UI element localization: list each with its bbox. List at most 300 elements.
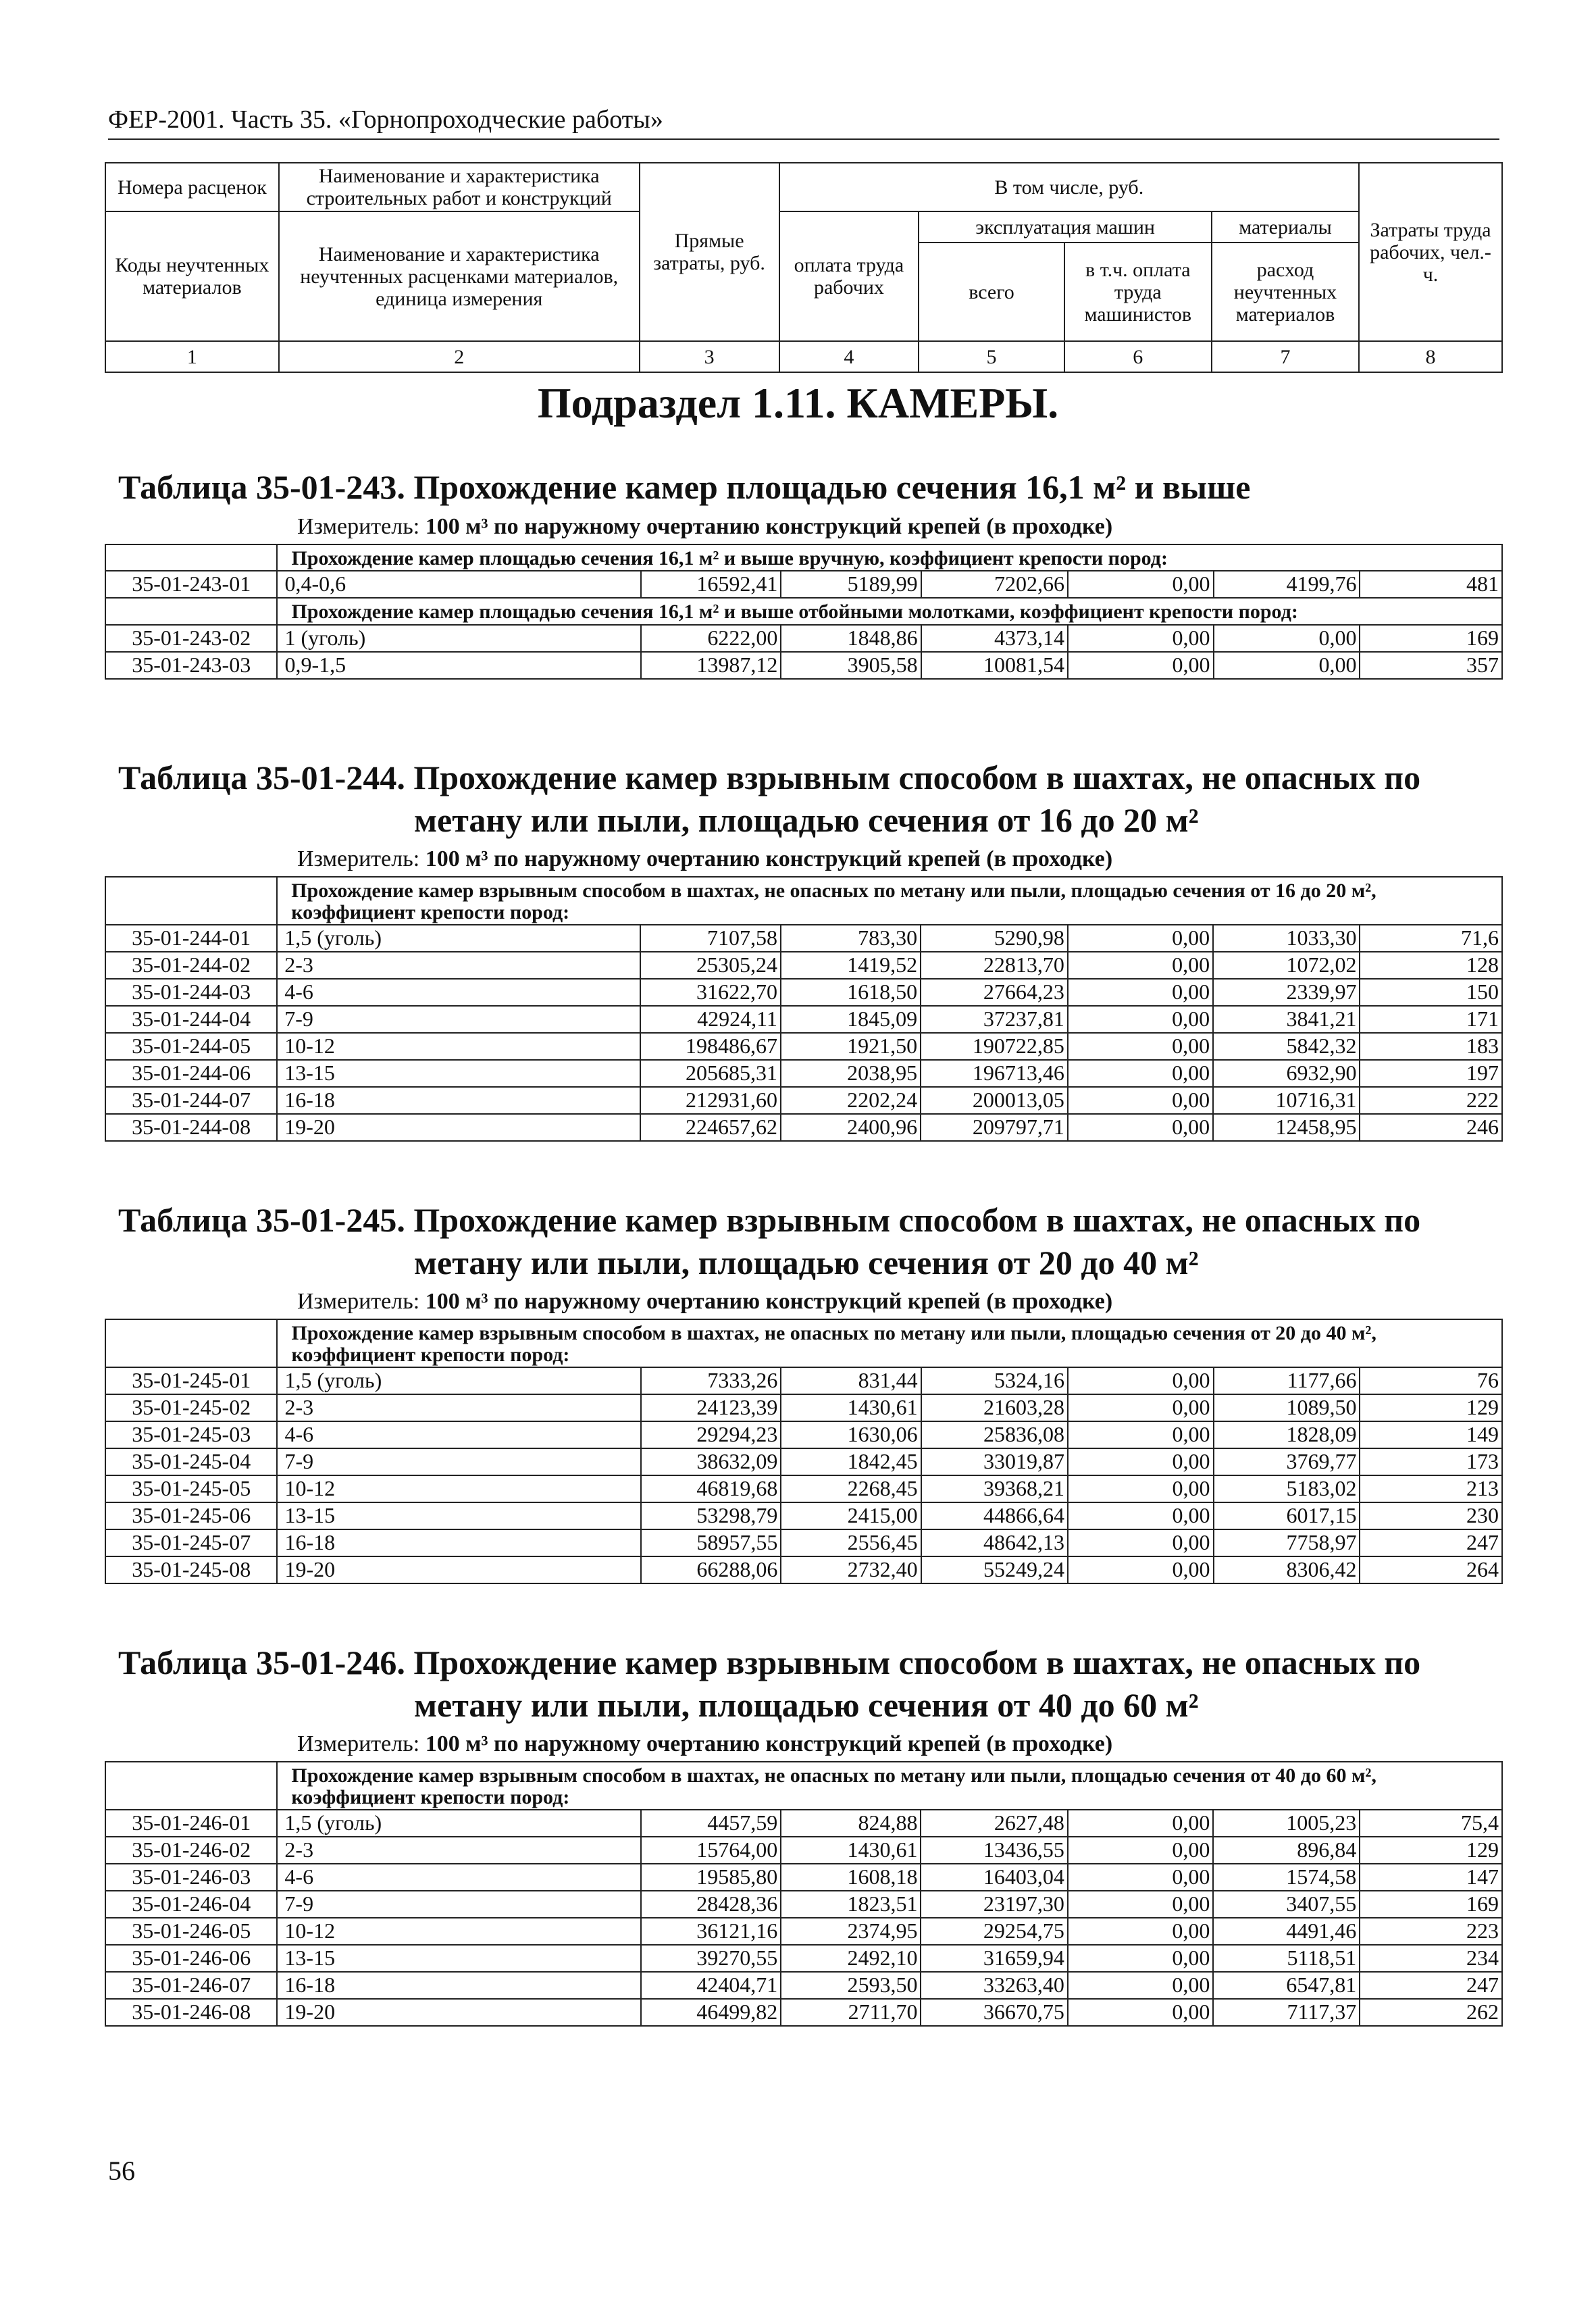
value-cell: 224657,62 [640,1114,781,1141]
col-header-4: оплата труда рабочих [779,211,919,341]
table-row [105,1918,1502,1945]
value-cell: 1419,52 [781,952,921,979]
rate-name-cell: 1,5 (уголь) [277,1367,640,1394]
value-cell: 2732,40 [781,1556,921,1583]
table-row [105,1087,1502,1114]
value-cell: 2593,50 [781,1972,921,1999]
value-cell: 5118,51 [1213,1945,1360,1972]
rate-name-cell: 2-3 [277,952,640,979]
value-cell: 46819,68 [641,1475,781,1502]
col-header-6: в т.ч. оплата труда машинистов [1064,243,1212,341]
rate-code-cell: 35-01-244-08 [105,1114,277,1141]
col-number: 5 [919,341,1064,372]
value-cell: 25836,08 [921,1421,1068,1448]
table-row [105,1999,1502,2026]
unit-of-measure [105,846,1503,872]
value-cell: 190722,85 [921,1033,1068,1060]
rate-code-cell: 35-01-244-03 [105,979,277,1006]
table-row [105,1502,1502,1529]
value-cell: 7107,58 [640,925,781,952]
rate-code-cell: 35-01-245-03 [105,1421,277,1448]
value-cell: 53298,79 [641,1502,781,1529]
table-row [105,1864,1502,1891]
value-cell: 37237,81 [921,1006,1068,1033]
value-cell: 1845,09 [781,1006,921,1033]
value-cell: 24123,39 [641,1394,781,1421]
value-cell: 5842,32 [1213,1033,1360,1060]
value-cell: 223 [1360,1918,1502,1945]
value-cell: 0,00 [1068,1394,1214,1421]
group-subheader-row [105,598,1502,625]
value-cell: 481 [1360,571,1502,598]
table-row [105,1114,1502,1141]
value-cell: 13987,12 [641,652,781,679]
value-cell: 1430,61 [781,1394,921,1421]
subheader-blank-cell [105,1762,277,1810]
value-cell: 22813,70 [921,952,1068,979]
table-row [105,979,1502,1006]
value-cell: 1430,61 [781,1837,921,1864]
col-number: 4 [779,341,919,372]
value-cell: 0,00 [1068,925,1213,952]
value-cell: 0,00 [1068,1006,1213,1033]
rate-name-cell: 13-15 [277,1060,640,1087]
unit-text: 100 м³ по наружному очертанию конструкций крепей (в проходке) [425,1731,1113,1756]
value-cell: 5290,98 [921,925,1068,952]
value-cell: 1828,09 [1214,1421,1360,1448]
value-cell: 0,00 [1068,1448,1214,1475]
value-cell: 0,00 [1068,1367,1214,1394]
table-title-line: метану или пыли, площадью сечения от 40 до 60 м² [414,1685,1199,1724]
value-cell: 147 [1360,1864,1502,1891]
col-header-3: Прямые затраты, руб. [640,163,779,341]
value-cell: 12458,95 [1213,1114,1360,1141]
value-cell: 2038,95 [781,1060,921,1087]
value-cell: 246 [1360,1114,1502,1141]
value-cell: 222 [1360,1087,1502,1114]
col-header-5: всего [919,243,1064,341]
value-cell: 0,00 [1068,1864,1214,1891]
value-cell: 0,00 [1068,1837,1214,1864]
table-row [105,1367,1502,1394]
value-cell: 171 [1360,1006,1502,1033]
value-cell: 44866,64 [921,1502,1068,1529]
value-cell: 1848,86 [781,625,921,652]
value-cell: 262 [1360,1999,1502,2026]
unit-of-measure [105,1289,1503,1315]
value-cell: 7202,66 [921,571,1068,598]
rate-name-cell: 19-20 [277,1114,640,1141]
rate-code-cell: 35-01-246-06 [105,1945,277,1972]
value-cell: 48642,13 [921,1529,1068,1556]
column-header-table [105,162,1503,373]
value-cell: 1608,18 [781,1864,921,1891]
value-cell: 0,00 [1068,1060,1213,1087]
rate-name-cell: 4-6 [277,979,640,1006]
unit-text: 100 м³ по наружному очертанию конструкций крепей (в проходке) [425,846,1113,871]
group-subheader: Прохождение камер площадью сечения 16,1 м² и выше вручную, коэффициент крепости пород: [277,544,1502,571]
column-number-row [105,341,1502,372]
value-cell: 357 [1360,652,1502,679]
value-cell: 66288,06 [641,1556,781,1583]
rate-code-cell: 35-01-244-06 [105,1060,277,1087]
rate-name-cell: 2-3 [277,1394,640,1421]
group-subheader: Прохождение камер площадью сечения 16,1 м² и выше отбойными молотками, коэффициент крепости пород: [277,598,1502,625]
value-cell: 39368,21 [921,1475,1068,1502]
rate-name-cell: 13-15 [277,1945,640,1972]
table-row [105,925,1502,952]
table-row [105,1556,1502,1583]
value-cell: 7117,37 [1213,1999,1360,2026]
value-cell: 4373,14 [921,625,1068,652]
rate-code-cell: 35-01-243-01 [105,571,277,598]
value-cell: 6932,90 [1213,1060,1360,1087]
value-cell: 25305,24 [640,952,781,979]
value-cell: 8306,42 [1214,1556,1360,1583]
value-cell: 76 [1360,1367,1502,1394]
value-cell: 5189,99 [781,571,921,598]
table-row [105,1891,1502,1918]
value-cell: 0,00 [1068,1891,1214,1918]
subheader-blank-cell [105,598,277,625]
col-number: 7 [1212,341,1359,372]
rate-name-cell: 1,5 (уголь) [277,925,640,952]
rate-name-cell: 16-18 [277,1087,640,1114]
value-cell: 16403,04 [921,1864,1067,1891]
section-title: Подраздел 1.11. КАМЕРЫ. [537,379,1059,427]
value-cell: 75,4 [1360,1810,1502,1837]
rate-name-cell: 16-18 [277,1529,640,1556]
rate-code-cell: 35-01-245-05 [105,1475,277,1502]
table-row [105,571,1502,598]
table-title [105,1199,1503,1283]
rate-name-cell: 4-6 [277,1421,640,1448]
rate-table [105,544,1503,680]
table-row [105,1945,1502,1972]
col-number: 6 [1064,341,1212,372]
value-cell: 783,30 [781,925,921,952]
value-cell: 0,00 [1068,1502,1214,1529]
rate-table-block [105,1642,1503,2027]
rate-name-cell: 1,5 (уголь) [277,1810,640,1837]
subheader-blank-cell [105,1319,277,1367]
rate-name-cell: 7-9 [277,1448,640,1475]
value-cell: 196713,46 [921,1060,1068,1087]
rate-name-cell: 7-9 [277,1006,640,1033]
table-row [105,1421,1502,1448]
rate-name-cell: 19-20 [277,1999,640,2026]
unit-label: Измеритель: [297,513,420,539]
rate-name-cell: 10-12 [277,1033,640,1060]
value-cell: 42404,71 [641,1972,781,1999]
rate-code-cell: 35-01-245-06 [105,1502,277,1529]
col-header-including: В том числе, руб. [779,163,1360,211]
col-header-1b: Коды неучтенных материалов [105,211,279,341]
value-cell: 1842,45 [781,1448,921,1475]
value-cell: 5324,16 [921,1367,1068,1394]
rate-code-cell: 35-01-244-05 [105,1033,277,1060]
table-title-line: Таблица 35-01-244. Прохождение камер взрывным способом в шахтах, не опасных по [118,759,1421,796]
value-cell: 0,00 [1068,1999,1214,2026]
value-cell: 31622,70 [640,979,781,1006]
value-cell: 71,6 [1360,925,1502,952]
group-subheader-row [105,877,1502,925]
value-cell: 0,00 [1068,571,1214,598]
value-cell: 0,00 [1068,1945,1214,1972]
value-cell: 169 [1360,625,1502,652]
rate-code-cell: 35-01-246-01 [105,1810,277,1837]
rate-name-cell: 13-15 [277,1502,640,1529]
value-cell: 29294,23 [641,1421,781,1448]
value-cell: 55249,24 [921,1556,1068,1583]
value-cell: 2339,97 [1213,979,1360,1006]
rate-code-cell: 35-01-246-02 [105,1837,277,1864]
value-cell: 1630,06 [781,1421,921,1448]
group-subheader: Прохождение камер взрывным способом в шахтах, не опасных по метану или пыли, площадью сечения от 20 до 40 м², коэффициент крепости пород: [277,1319,1502,1367]
value-cell: 3769,77 [1214,1448,1360,1475]
value-cell: 28428,36 [641,1891,781,1918]
value-cell: 183 [1360,1033,1502,1060]
rate-code-cell: 35-01-245-07 [105,1529,277,1556]
value-cell: 1177,66 [1214,1367,1360,1394]
unit-label: Измеритель: [297,846,420,871]
value-cell: 21603,28 [921,1394,1068,1421]
table-title [105,757,1503,841]
rate-name-cell: 4-6 [277,1864,640,1891]
value-cell: 1823,51 [781,1891,921,1918]
table-title-line: метану или пыли, площадью сечения от 16 до 20 м² [414,800,1199,839]
value-cell: 129 [1360,1837,1502,1864]
value-cell: 209797,71 [921,1114,1068,1141]
rate-name-cell: 10-12 [277,1918,640,1945]
group-subheader: Прохождение камер взрывным способом в шахтах, не опасных по метану или пыли, площадью сечения от 40 до 60 м², коэффициент крепости пород: [277,1762,1502,1810]
value-cell: 1033,30 [1213,925,1360,952]
rate-name-cell: 2-3 [277,1837,640,1864]
value-cell: 1574,58 [1213,1864,1360,1891]
rate-code-cell: 35-01-246-04 [105,1891,277,1918]
table-row [105,1810,1502,1837]
value-cell: 42924,11 [640,1006,781,1033]
rate-name-cell: 16-18 [277,1972,640,1999]
table-row [105,1448,1502,1475]
rate-name-cell: 7-9 [277,1891,640,1918]
value-cell: 33263,40 [921,1972,1067,1999]
table-title [105,466,1503,509]
col-header-7: расход неучтенных материалов [1212,243,1359,341]
rate-code-cell: 35-01-246-07 [105,1972,277,1999]
rate-name-cell: 0,4-0,6 [277,571,640,598]
value-cell: 2627,48 [921,1810,1067,1837]
value-cell: 2492,10 [781,1945,921,1972]
unit-text: 100 м³ по наружному очертанию конструкций крепей (в проходке) [425,1289,1113,1314]
value-cell: 0,00 [1068,1033,1213,1060]
value-cell: 197 [1360,1060,1502,1087]
value-cell: 4199,76 [1214,571,1360,598]
value-cell: 2400,96 [781,1114,921,1141]
value-cell: 6547,81 [1213,1972,1360,1999]
subheader-blank-cell [105,877,277,925]
value-cell: 29254,75 [921,1918,1067,1945]
value-cell: 1072,02 [1213,952,1360,979]
value-cell: 15764,00 [641,1837,781,1864]
value-cell: 0,00 [1214,652,1360,679]
value-cell: 2202,24 [781,1087,921,1114]
value-cell: 0,00 [1068,1114,1213,1141]
value-cell: 0,00 [1068,1918,1214,1945]
value-cell: 129 [1360,1394,1502,1421]
rate-code-cell: 35-01-244-01 [105,925,277,952]
value-cell: 46499,82 [641,1999,781,2026]
value-cell: 0,00 [1068,1421,1214,1448]
table-title-line: Таблица 35-01-245. Прохождение камер взрывным способом в шахтах, не опасных по [118,1201,1421,1239]
value-cell: 128 [1360,952,1502,979]
table-row [105,652,1502,679]
value-cell: 7758,97 [1214,1529,1360,1556]
value-cell: 213 [1360,1475,1502,1502]
group-subheader-row [105,1319,1502,1367]
rate-code-cell: 35-01-246-03 [105,1864,277,1891]
rate-code-cell: 35-01-245-02 [105,1394,277,1421]
value-cell: 0,00 [1068,1556,1214,1583]
table-row [105,1475,1502,1502]
col-number: 1 [105,341,279,372]
unit-label: Измеритель: [297,1731,420,1756]
col-number: 3 [640,341,779,372]
value-cell: 5183,02 [1214,1475,1360,1502]
rate-code-cell: 35-01-246-05 [105,1918,277,1945]
table-title-line: Таблица 35-01-243. Прохождение камер площадью сечения 16,1 м² и выше [118,468,1251,506]
value-cell: 1618,50 [781,979,921,1006]
col-number: 2 [279,341,640,372]
rate-code-cell: 35-01-245-01 [105,1367,277,1394]
group-subheader-row [105,544,1502,571]
table-title-line: метану или пыли, площадью сечения от 20 до 40 м² [414,1243,1199,1281]
value-cell: 0,00 [1068,952,1213,979]
group-subheader-row [105,1762,1502,1810]
value-cell: 0,00 [1068,1810,1214,1837]
rate-code-cell: 35-01-244-04 [105,1006,277,1033]
table-row [105,952,1502,979]
value-cell: 0,00 [1068,1475,1214,1502]
subheader-blank-cell [105,544,277,571]
rate-table-block [105,1199,1503,1584]
rate-code-cell: 35-01-246-08 [105,1999,277,2026]
value-cell: 896,84 [1213,1837,1360,1864]
col-header-machines: эксплуатация машин [919,211,1212,243]
rate-table-block [105,466,1503,680]
value-cell: 264 [1360,1556,1502,1583]
value-cell: 1005,23 [1213,1810,1360,1837]
group-subheader: Прохождение камер взрывным способом в шахтах, не опасных по метану или пыли, площадью сечения от 16 до 20 м², коэффициент крепости пород: [277,877,1502,925]
value-cell: 10081,54 [921,652,1068,679]
value-cell: 38632,09 [641,1448,781,1475]
unit-label: Измеритель: [297,1289,420,1314]
page-header: ФЕР-2001. Часть 35. «Горнопроходческие работы» [108,105,1499,140]
value-cell: 31659,94 [921,1945,1067,1972]
col-header-2a: Наименование и характеристика строительных работ и конструкций [279,163,640,211]
table-title-line: Таблица 35-01-246. Прохождение камер взрывным способом в шахтах, не опасных по [118,1644,1421,1681]
rate-name-cell: 19-20 [277,1556,640,1583]
table-row [105,625,1502,652]
value-cell: 4491,46 [1213,1918,1360,1945]
rate-code-cell: 35-01-244-02 [105,952,277,979]
rate-code-cell: 35-01-243-02 [105,625,277,652]
col-number: 8 [1359,341,1502,372]
value-cell: 149 [1360,1421,1502,1448]
value-cell: 0,00 [1068,1972,1214,1999]
value-cell: 2415,00 [781,1502,921,1529]
unit-text: 100 м³ по наружному очертанию конструкций крепей (в проходке) [425,513,1113,539]
col-header-2b: Наименование и характеристика неучтенных расценками материалов, единица измерения [279,211,640,341]
table-row [105,1837,1502,1864]
value-cell: 16592,41 [641,571,781,598]
value-cell: 1089,50 [1214,1394,1360,1421]
value-cell: 13436,55 [921,1837,1067,1864]
value-cell: 3905,58 [781,652,921,679]
value-cell: 2374,95 [781,1918,921,1945]
value-cell: 831,44 [781,1367,921,1394]
unit-of-measure [105,514,1503,540]
value-cell: 3841,21 [1213,1006,1360,1033]
rate-name-cell: 1 (уголь) [277,625,640,652]
page-number: 56 [108,2156,135,2186]
col-header-8: Затраты труда рабочих, чел.-ч. [1359,163,1502,341]
rate-name-cell: 0,9-1,5 [277,652,640,679]
rate-table [105,1761,1503,2027]
table-row [105,1529,1502,1556]
rate-code-cell: 35-01-245-04 [105,1448,277,1475]
value-cell: 212931,60 [640,1087,781,1114]
value-cell: 200013,05 [921,1087,1068,1114]
table-row [105,1394,1502,1421]
value-cell: 0,00 [1068,652,1214,679]
col-header-materials: материалы [1212,211,1359,243]
value-cell: 2268,45 [781,1475,921,1502]
value-cell: 2556,45 [781,1529,921,1556]
value-cell: 230 [1360,1502,1502,1529]
value-cell: 39270,55 [641,1945,781,1972]
value-cell: 23197,30 [921,1891,1067,1918]
col-header-1a: Номера расценок [105,163,279,211]
value-cell: 824,88 [781,1810,921,1837]
value-cell: 3407,55 [1213,1891,1360,1918]
value-cell: 0,00 [1068,979,1213,1006]
rate-code-cell: 35-01-244-07 [105,1087,277,1114]
value-cell: 205685,31 [640,1060,781,1087]
value-cell: 173 [1360,1448,1502,1475]
value-cell: 58957,55 [641,1529,781,1556]
value-cell: 10716,31 [1213,1087,1360,1114]
value-cell: 0,00 [1068,1529,1214,1556]
table-row [105,1033,1502,1060]
value-cell: 6222,00 [641,625,781,652]
table-row [105,1006,1502,1033]
value-cell: 0,00 [1068,1087,1213,1114]
value-cell: 36670,75 [921,1999,1067,2026]
value-cell: 234 [1360,1945,1502,1972]
value-cell: 19585,80 [641,1864,781,1891]
rate-table [105,1319,1503,1584]
value-cell: 247 [1360,1529,1502,1556]
rate-code-cell: 35-01-245-08 [105,1556,277,1583]
value-cell: 0,00 [1068,625,1214,652]
value-cell: 247 [1360,1972,1502,1999]
value-cell: 7333,26 [641,1367,781,1394]
rate-table [105,876,1503,1142]
value-cell: 2711,70 [781,1999,921,2026]
value-cell: 0,00 [1214,625,1360,652]
value-cell: 33019,87 [921,1448,1068,1475]
